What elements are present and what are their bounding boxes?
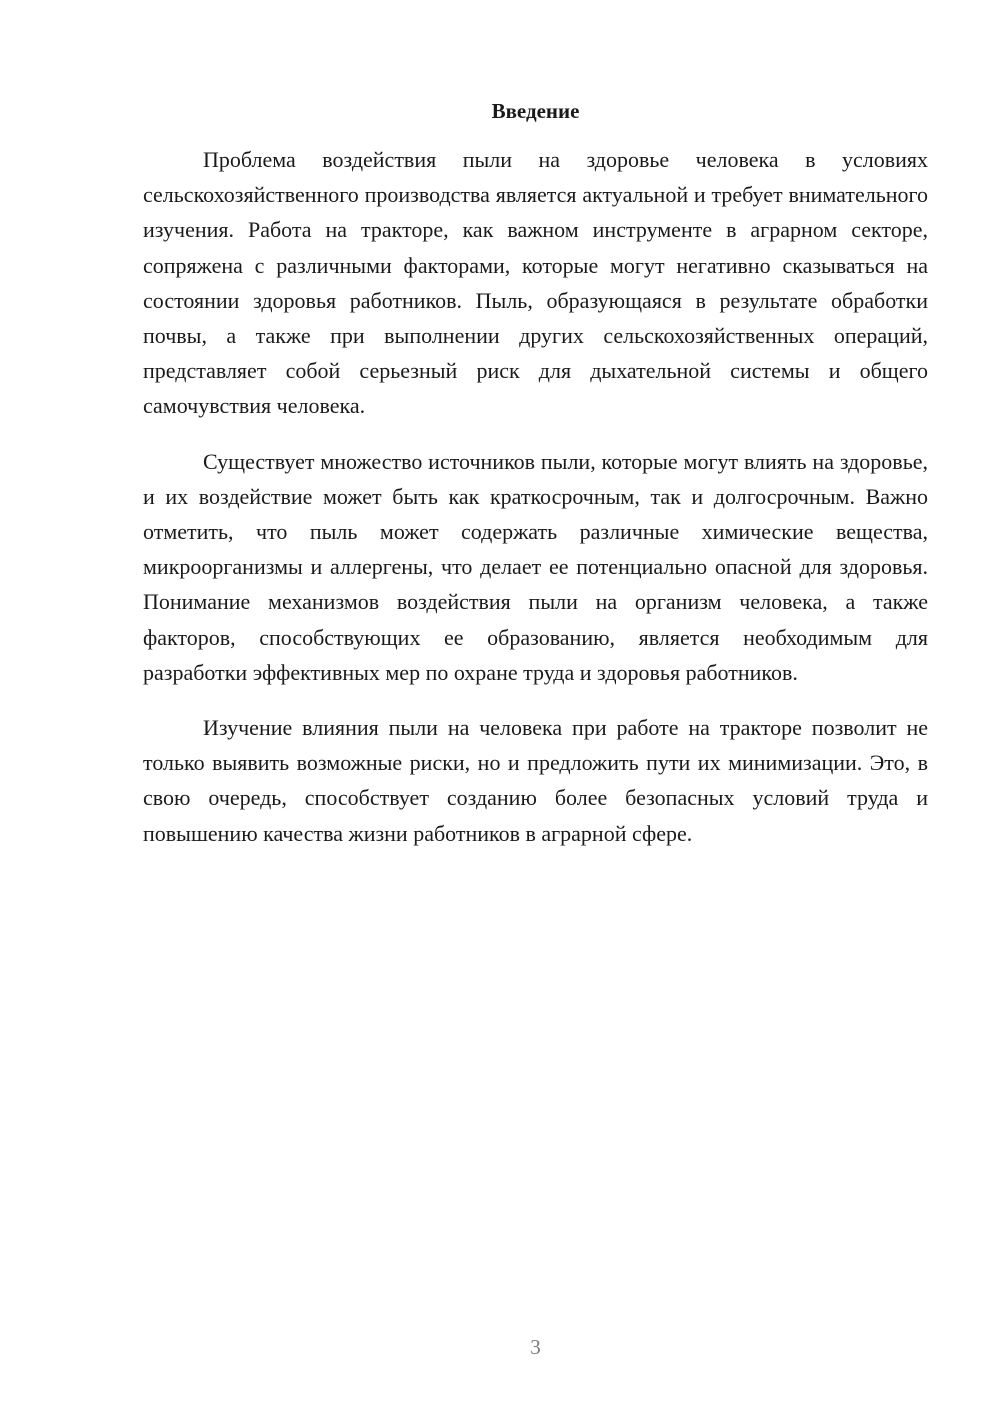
page-number: 3 bbox=[530, 1335, 541, 1359]
body-text bbox=[143, 142, 928, 871]
paragraph-2: Существует множество источников пыли, которые могут влиять на здоровье, и их воздействие может быть как краткосрочным, так и долгосрочным. Важно отметить, что пыль может содержать различные химические вещества, микроорганизмы и аллергены, что делает ее потенциально опасной для здоровья. Понимание механизмов воздействия пыли на организм человека, а также факторов, способствующих ее образованию, является необходимым для разработки эффективных мер по охране труда и здоровья работников. bbox=[143, 448, 928, 685]
section-heading: Введение bbox=[491, 99, 580, 123]
paragraph-3: Изучение влияния пыли на человека при работе на тракторе позволит не только выявить возможные риски, но и предложить пути их минимизации. Это, в свою очередь, способствует созданию более безопасных условий труда и повышению качества жизни работников в аграрной сфере. bbox=[143, 715, 928, 846]
paragraph-1: Проблема воздействия пыли на здоровье человека в условиях сельскохозяйственного производства является актуальной и требует внимательного изучения. Работа на тракторе, как важном инструменте в аграрном секторе, сопряжена с различными факторами, которые могут негативно сказываться на состоянии здоровья работников. Пыль, образующаяся в результате обработки почвы, а также при выполнении других сельскохозяйственных операций, представляет собой серьезный риск для дыхательной системы и общего самочувствия человека. bbox=[143, 147, 928, 419]
